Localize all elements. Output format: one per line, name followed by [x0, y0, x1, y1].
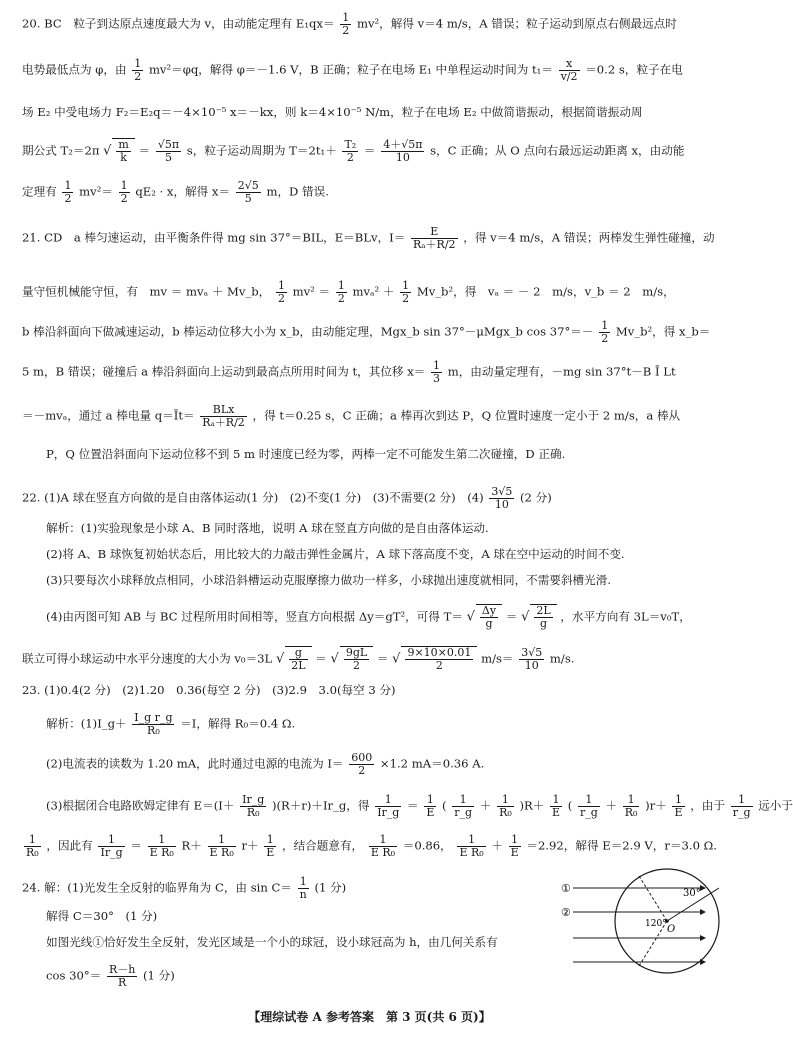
q20-line-5: 定理有 $\frac{1}{2}$ mv²＝ $\frac{1}{2}$ qE₂ · x，解得 x＝ $\frac{2√5}{5}$ m，D 错误.	[22, 179, 329, 205]
q21-line-4: 5 m，B 错误；碰撞后 a 棒沿斜面向上运动到最高点所用时间为 t，其位移 x＝ $\frac{1}{3}$ m，由动量定理有，－mg sin 37°t－B Ī Lt	[22, 359, 676, 385]
fraction: $\frac{4+√5\pi}{10}$	[383, 138, 423, 164]
fraction: $\frac{√5\pi}{5}$	[157, 138, 180, 164]
q24-line-3: 如图光线①恰好发生全反射，发光区域是一个小的球冠，设小球冠高为 h，由几何关系有	[46, 935, 498, 949]
q22-line-2: 解析：(1)实验现象是小球 A、B 同时落地，说明 A 球在竖直方向做的是自由落体运动.	[46, 521, 489, 535]
q21-line-1: 21. CD a 棒匀速运动，由平衡条件得 mg sin 37°＝BIL，E＝BLv，I＝ $\frac{E}{\text{Rₐ＋R/2}}$ ，得 v＝4 m/s，A 错误；两棒发生弹性碰撞，动	[22, 225, 715, 251]
q24-line-1: 24. 解：(1)光发生全反射的临界角为 C，由 sin C＝ $\frac{1}{n}$ (1 分)	[22, 875, 347, 901]
q23-line-2: 解析：(1)I_g＋ $\frac{\text{I\_g r\_g}}{\text{R₀}}$ ＝I，解得 R₀＝0.4 Ω.	[46, 711, 296, 737]
q22-line-5: (4)由丙图可知 AB 与 BC 过程所用时间相等，竖直方向根据 Δy＝gT²，可得 T＝ √ $\frac{\Delta y}{g}$ ＝ √ $\frac{2L}{g}$ ，水平方向有 3L＝v₀T，	[46, 604, 691, 630]
fraction: $\frac{x}{v/2}$	[560, 57, 578, 83]
q24-line-2: 解得 C＝30° (1 分)	[46, 909, 158, 923]
q22-line-3: (2)将 A、B 球恢复初始状态后，用比较大的力敲击弹性金属片，A 球下落高度不变，A 球在空中运动的时间不变.	[46, 547, 625, 561]
q20-line-1	[22, 12, 677, 37]
q20-line-2: 电势最低点为 φ，由 $\frac{1}{2}$ mv²＝φq，解得 φ＝－1.6 V，B 正确；粒子在电场 E₁ 中单程运动时间为 t₁＝ $\frac{x}{v/2}$ ＝0.2 s，粒子在电	[22, 57, 683, 83]
center-label: O	[667, 924, 676, 935]
fraction: $\frac{1}{2}$	[134, 57, 142, 83]
radius-dashed-top	[639, 876, 667, 921]
q20-text: 20. BC 粒子到达原点速度最大为 v，由动能定理有 E₁qx＝	[22, 16, 335, 31]
page-footer: 【理综试卷 A 参考答案 第 3 页(共 6 页)】	[248, 1010, 491, 1024]
angle-120-label: 120°	[645, 919, 667, 929]
q22-line-4: (3)只要每次小球释放点相同，小球沿斜槽运动克服摩擦力做功一样多，小球抛出速度就相同，不需要斜槽光滑.	[46, 573, 612, 587]
q24-line-4: cos 30°＝ $\frac{R-h}{R}$ (1 分)	[46, 963, 175, 989]
angle-30-label: 30°	[683, 888, 701, 899]
q22-line-1: 22. (1)A 球在竖直方向做的是自由落体运动(1 分) (2)不变(1 分) (3)不需要(2 分) (4) $\frac{3√5}{10}$ (2 分)	[22, 485, 552, 511]
fraction: $\frac{\text{T₂}}{2}$	[344, 138, 357, 164]
q23-line-3: (2)电流表的读数为 1.20 mA，此时通过电源的电流为 I＝ $\frac{600}{2}$ ×1.2 mA＝0.36 A.	[46, 751, 485, 777]
q23-line-4: (3)根据闭合电路欧姆定律有 E＝(I＋ $\frac{Ir\_g}{\text{R₀}}$ )(R＋r)＋Ir_g，得 $\frac{1}{Ir\_g}$ ＝ $\frac{1}{E}$ ( $\frac{1}{r\_g}$ ＋ $\frac{1}{\text{R₀}}$ )R＋ $\frac{1}{E}$ ( $\frac{1}{r\_g}$ ＋ $\frac{1}{\text{R₀}}$ )r＋ $\frac{1}{E}$ ，由于 $\frac{1}{r\_g}$ 远小于	[46, 793, 793, 819]
q23-line-5: $\frac{1}{\text{R₀}}$ ，因此有 $\frac{1}{Ir\_g}$ ＝ $\frac{1}{\text{E R₀}}$ R＋ $\frac{1}{\text{E R₀}}$ r＋ $\frac{1}{E}$ ，结合题意有， $\frac{1}{\text{E R₀}}$ ＝0.86， $\frac{1}{\text{E R₀}}$ ＋ $\frac{1}{E}$ ＝2.92，解得 E＝2.9 V，r＝3.0 Ω.	[26, 833, 717, 859]
ray-2-label: ②	[561, 906, 571, 919]
q20-text: mv²，解得 v＝4 m/s，A 错误；粒子运动到原点右侧最远点时	[356, 16, 677, 31]
fraction: $\frac{1}{2}$	[342, 11, 350, 37]
q23-line-1: 23. (1)0.4(2 分) (2)1.20 0.36(每空 2 分) (3)2.9 3.0(每空 3 分)	[22, 683, 396, 697]
q20-line-4: 期公式 T₂＝2π √ $\frac{m}{k}$ ＝ $\frac{√5\pi}{5}$ s，粒子运动周期为 T＝2t₁＋ $\frac{\text{T₂}}{2}$ ＝ $\frac{4+√5\pi}{10}$ s，C 正确；从 O 点向右最远运动距离 x，由动能	[22, 138, 685, 164]
q21-line-6: P，Q 位置沿斜面向下运动位移不到 5 m 时速度已经为零，两棒一定不可能发生第二次碰撞，D 正确.	[46, 447, 566, 461]
q21-line-5: ＝－mvₐ，通过 a 棒电量 q＝Īt＝ $\frac{\text{BLx}}{\text{Rₐ＋R/2}}$ ，得 t＝0.25 s，C 正确；a 棒再次到达 P，Q 位置时速度一定小于 2 m/s，a 棒从	[22, 403, 681, 429]
q20-line-3: 场 E₂ 中受电场力 F₂＝E₂q＝－4×10⁻⁵ x＝－kx，则 k＝4×10⁻⁵ N/m，粒子在电场 E₂ 中做简谐振动，根据简谐振动周	[22, 105, 643, 119]
q21-line-2: 量守恒机械能守恒，有 mv ＝ mvₐ ＋ Mv_b， $\frac{1}{2}$ mv² ＝ $\frac{1}{2}$ mvₐ² ＋ $\frac{1}{2}$ Mv_b²，得 vₐ ＝ － 2 m/s，v_b ＝ 2 m/s，	[22, 279, 675, 305]
ray-1-label: ①	[561, 882, 571, 895]
sphere-light-diagram	[555, 866, 730, 976]
q22-line-6: 联立可得小球运动中水平分速度的大小为 v₀＝3L √ $\frac{g}{2L}$ ＝ √ $\frac{9gL}{2}$ ＝ √ $\frac{9\times 10\times 0.01}{2}$ m/s＝ $\frac{3√5}{10}$ m/s.	[22, 646, 575, 672]
q21-line-3: b 棒沿斜面向下做减速运动，b 棒运动位移大小为 x_b，由动能定理，Mgx_b sin 37°－μMgx_b cos 37°＝－ $\frac{1}{2}$ Mv_b²，得 x_b＝	[22, 319, 711, 345]
